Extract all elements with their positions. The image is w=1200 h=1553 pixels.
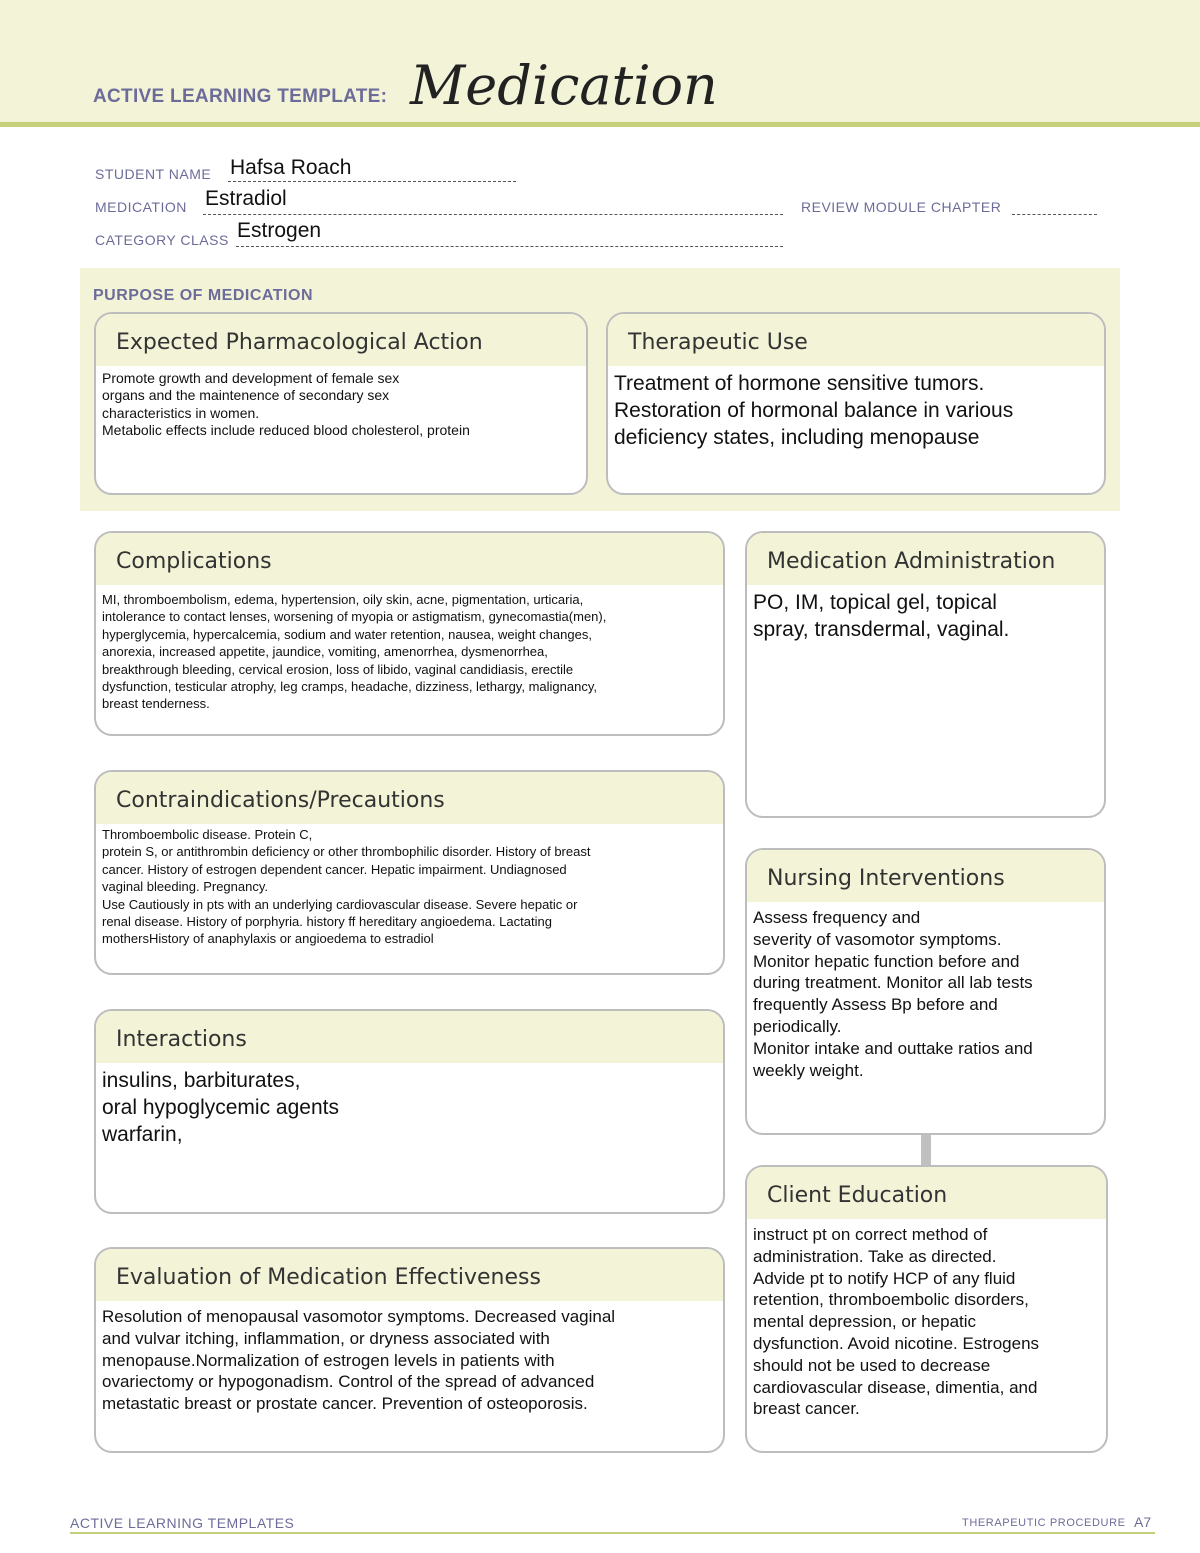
evaluation-box bbox=[94, 1247, 725, 1453]
category-class-label: CATEGORY CLASS bbox=[95, 232, 229, 248]
contraindications-title: Contraindications/Precautions bbox=[116, 788, 445, 813]
page-title: Medication bbox=[410, 54, 718, 117]
evaluation-text[interactable]: Resolution of menopausal vasomotor symptoms. Decreased vaginal and vulvar itching, inflammation, or dryness associated with menopause.Normalization of estrogen levels in patients with ovariectomy or hypogonadism. Control of the spread of advanced metastatic breast or prostate cancer. Prevention of osteoporosis. bbox=[102, 1307, 616, 1414]
medication-line bbox=[203, 214, 783, 215]
review-module-line bbox=[1012, 214, 1097, 215]
client-education-title: Client Education bbox=[767, 1183, 948, 1208]
complications-box bbox=[94, 531, 725, 736]
client-education-text[interactable]: instruct pt on correct method of administration. Take as directed. Advide pt to notify HCP of any fluid retention, thromboembolic disorders, mental depression, or hepatic dysfunction. Avoid nicotine. Estrogens should not be used to decrease cardiovascular disease, dimentia, and breast cancer. bbox=[753, 1225, 1040, 1419]
medication-field[interactable]: Estradiol bbox=[205, 187, 287, 210]
category-class-line bbox=[236, 246, 783, 247]
contraindications-box bbox=[94, 770, 725, 975]
therapeutic-use-title: Therapeutic Use bbox=[628, 330, 808, 355]
expected-action-box bbox=[94, 312, 588, 495]
contraindications-text[interactable]: Thromboembolic disease. Protein C, protein S, or antithrombin deficiency or other thrombophilic disorder. History of breast cancer. History of estrogen dependent cancer. Hepatic impairment. Undiagnosed vaginal bleeding. Pregnancy. Use Cautiously in pts with an underlying cardiovascular disease. Severe hepatic or renal disease. History of porphyria. history ff hereditary angioedema. Lactating mothersHistory of anaphylaxis or angioedema to estradiol bbox=[102, 827, 591, 947]
student-name-field[interactable]: Hafsa Roach bbox=[230, 156, 352, 179]
contraindications-header bbox=[96, 772, 723, 824]
evaluation-header bbox=[96, 1249, 723, 1301]
interactions-text[interactable]: insulins, barbiturates, oral hypoglycemic agents warfarin, bbox=[102, 1069, 339, 1146]
interactions-header bbox=[96, 1011, 723, 1063]
expected-action-text[interactable]: Promote growth and development of female sex organs and the maintenence of secondary sex characteristics in women. Metabolic effects include reduced blood cholesterol, protein bbox=[102, 370, 470, 438]
administration-text[interactable]: PO, IM, topical gel, topical spray, transdermal, vaginal. bbox=[753, 591, 1010, 641]
nursing-header bbox=[747, 850, 1104, 902]
administration-box bbox=[745, 531, 1106, 818]
complications-header bbox=[96, 533, 723, 585]
client-education-box bbox=[745, 1165, 1108, 1453]
nursing-box bbox=[745, 848, 1106, 1135]
purpose-title: PURPOSE OF MEDICATION bbox=[93, 287, 313, 304]
footer-rule bbox=[70, 1532, 1155, 1534]
expected-action-title: Expected Pharmacological Action bbox=[116, 330, 483, 355]
template-label: ACTIVE LEARNING TEMPLATE: bbox=[93, 86, 388, 107]
therapeutic-use-box bbox=[606, 312, 1106, 495]
client-education-header bbox=[747, 1167, 1106, 1219]
administration-header bbox=[747, 533, 1104, 585]
connector-bar bbox=[921, 1135, 931, 1165]
therapeutic-use-text[interactable]: Treatment of hormone sensitive tumors. Restoration of hormonal balance in various deficiency states, including menopause bbox=[614, 372, 1014, 449]
footer-left-label: ACTIVE LEARNING TEMPLATES bbox=[70, 1515, 295, 1531]
student-name-label: STUDENT NAME bbox=[95, 166, 212, 182]
footer-right-label: THERAPEUTIC PROCEDURE bbox=[962, 1517, 1126, 1529]
complications-text[interactable]: MI, thromboembolism, edema, hypertension, oily skin, acne, pigmentation, urticaria, intolerance to contact lenses, worsening of myopia or astigmatism, gynecomastia(men), hyperglycemia, hypercalcemia, sodium and water retention, nausea, weight changes, anorexia, increased appetite, jaundice, vomiting, amenorrhea, dysmenorrhea, breakthrough bleeding, cervical erosion, loss of libido, vaginal candidiasis, erectile dysfunction, testicular atrophy, leg cramps, headache, dizziness, lethargy, malignancy, breast tenderness. bbox=[102, 592, 607, 712]
review-module-label: REVIEW MODULE CHAPTER bbox=[801, 199, 1002, 215]
evaluation-title: Evaluation of Medication Effectiveness bbox=[116, 1265, 541, 1290]
expected-action-header bbox=[96, 314, 586, 366]
student-name-line bbox=[228, 181, 516, 182]
interactions-box bbox=[94, 1009, 725, 1214]
complications-title: Complications bbox=[116, 549, 272, 574]
header-rule bbox=[0, 122, 1200, 127]
interactions-title: Interactions bbox=[116, 1027, 247, 1052]
medication-label: MEDICATION bbox=[95, 199, 187, 215]
page-number: A7 bbox=[1134, 1514, 1152, 1530]
therapeutic-use-header bbox=[608, 314, 1104, 366]
category-class-field[interactable]: Estrogen bbox=[237, 219, 322, 242]
administration-title: Medication Administration bbox=[767, 549, 1056, 574]
nursing-text[interactable]: Assess frequency and severity of vasomotor symptoms. Monitor hepatic function before and during treatment. Monitor all lab tests frequently Assess Bp before and periodically. Monitor intake and outtake ratios and weekly weight. bbox=[753, 908, 1033, 1080]
nursing-title: Nursing Interventions bbox=[767, 866, 1005, 891]
